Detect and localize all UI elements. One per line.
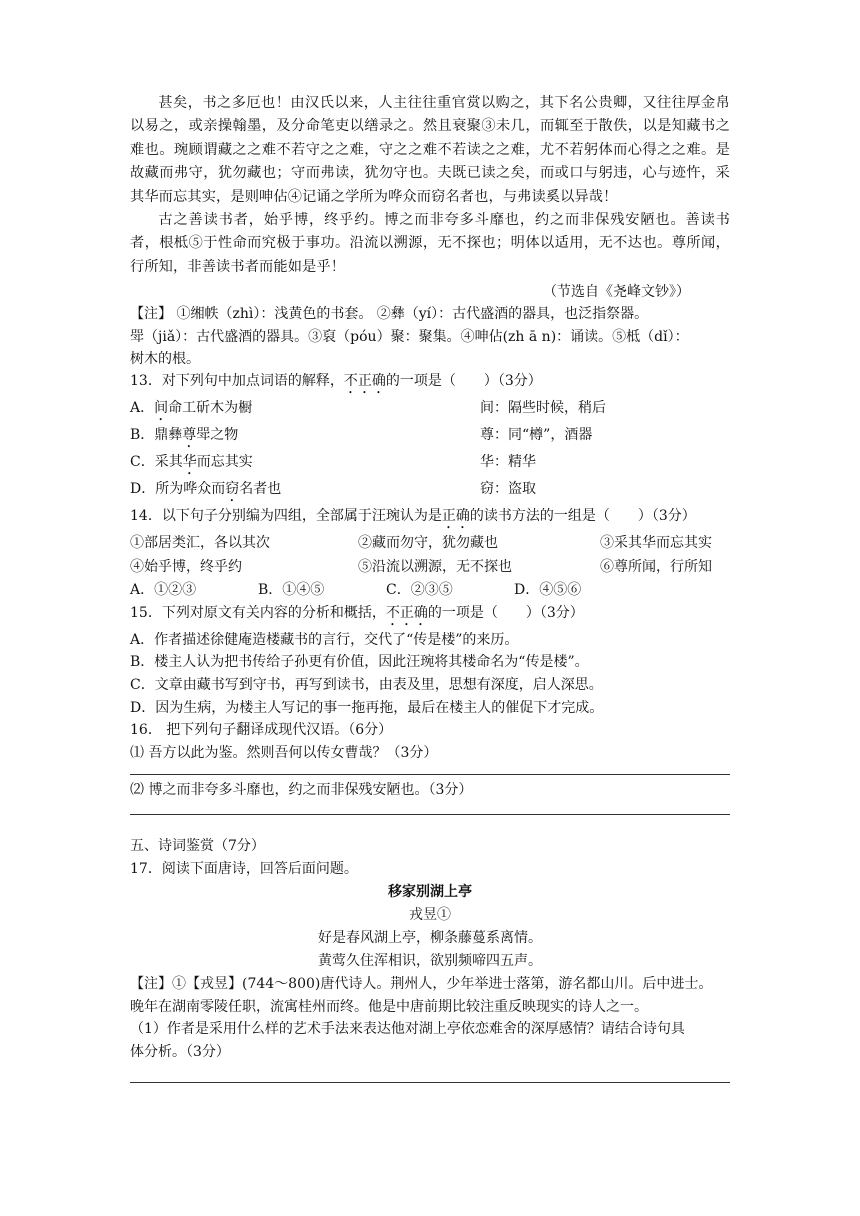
q15-option-d[interactable]: D．因为生病，为楼主人写记的事一拖再拖，最后在楼主人的催促下才完成。 (130, 699, 604, 716)
q15-option-c[interactable]: C．文章由藏书写到守书，再写到读书，由表及里，思想有深度，启人深思。 (130, 677, 603, 694)
q13-a-dot: 间 (154, 400, 169, 417)
q13-d-post: 名者也 (239, 481, 282, 498)
question-13-stem (130, 370, 730, 397)
q13-b-pre: B．鼎彝 (130, 427, 183, 444)
q13-b-dot: 尊 (182, 427, 197, 444)
q13-stem-emphasis: 不正确 (343, 373, 386, 390)
q14-item-1: ①部居类汇，各以其次 (130, 535, 270, 552)
q16-sentence-1: ⑴ 吾方以此为鉴。然则吾何以传女曹哉？（3分） (130, 744, 438, 761)
poem-title: 移家别湖上亭 (388, 884, 472, 901)
q13-a-post: 命工斫木为橱 (168, 400, 253, 417)
q14-item-4: ④始乎博，终乎约 (130, 558, 242, 575)
q13-c-dot: 华 (182, 454, 197, 471)
question-15-stem (130, 602, 730, 629)
q13-option-a[interactable] (130, 397, 730, 424)
q16-answer-line-2[interactable] (130, 802, 730, 815)
q14-answer-b[interactable]: B．①④⑤ (258, 582, 325, 599)
q16-answer-line-1[interactable] (130, 764, 730, 775)
q15-stem-emphasis: 不正确 (385, 604, 428, 621)
q15-option-a[interactable]: A．作者描述徐健庵造楼藏书的言行，交代了“传是楼”的来历。 (130, 631, 519, 648)
q13-stem-post: 的一项是（ ）（3分） (385, 373, 542, 390)
question-16-stem: 16． 把下列句子翻译成现代汉语。（6分） (130, 722, 393, 739)
section-5-heading: 五、诗词鉴赏（7分） (130, 838, 265, 855)
q13-d-dot: 窃 (225, 481, 240, 498)
q14-stem-pre: 14．以下句子分别编为四组，全部属于汪琬认为是 (130, 508, 442, 525)
question-14-stem (130, 505, 730, 532)
q13-c-pre: C．采其 (130, 454, 183, 471)
q13-option-c[interactable] (130, 451, 730, 478)
q14-item-3: ③采其华而忘其实 (600, 535, 712, 552)
q14-answer-d[interactable]: D．④⑤⑥ (514, 582, 582, 599)
q14-answer-a[interactable]: A．①②③ (130, 582, 197, 599)
poem-line-2: 黄莺久住浑相识，欲别频啼四五声。 (318, 953, 542, 970)
q13-stem-pre: 13．对下列句中加点词语的解释， (130, 373, 344, 390)
question-17-stem: 17．阅读下面唐诗，回答后面问题。 (130, 860, 358, 877)
q13-c-gloss: 华：精华 (480, 454, 536, 471)
q14-items-row-1 (130, 532, 730, 555)
notes-line-2: 斝（jiǎ）：古代盛酒的器具。③裒（póu）聚：聚集。④呻佔(zh ā n)：诵读。⑤柢（dǐ）： (130, 328, 689, 345)
q13-b-gloss: 尊：同“樽”，酒器 (480, 427, 593, 444)
q16-sentence-2: ⑵ 博之而非夸多斗靡也，约之而非保残安陋也。（3分） (130, 782, 473, 799)
q14-stem-emphasis: 正确 (441, 508, 470, 525)
q15-stem-post: 的一项是（ ）（3分） (427, 604, 584, 621)
q13-d-gloss: 窃：盗取 (480, 481, 536, 498)
q14-stem-post: 的读书方法的一组是（ ）（3分） (469, 508, 696, 525)
q14-item-5: ⑤沿流以溯源，无不探也 (358, 558, 512, 575)
q17-answer-line[interactable] (130, 1064, 730, 1083)
passage-source: （节选自《尧峰文钞》） (543, 284, 690, 301)
q14-answer-c[interactable]: C．②③⑤ (386, 582, 453, 599)
q17-subquestion-1-line-2: 体分析。（3分） (130, 1044, 230, 1060)
poem-author: 戎昱① (409, 907, 451, 924)
q17-note-line-2: 晚年在湖南零陵任职，流寓桂州而终。他是中唐前期比较注重反映现实的诗人之一。 (130, 998, 648, 1015)
q14-answers (130, 579, 730, 602)
q14-item-2: ②藏而勿守，犹勿藏也 (358, 535, 498, 552)
q13-a-pre: A． (130, 400, 155, 417)
q13-a-gloss: 间：隔些时候，稍后 (480, 400, 606, 417)
q13-c-post: 而忘其实 (196, 454, 253, 471)
poem-line-1: 好是春风湖上亭，柳条藤蔓系离情。 (318, 930, 542, 947)
q14-items-row-2 (130, 556, 730, 579)
q15-stem-pre: 15．下列对原文有关内容的分析和概括， (130, 604, 386, 621)
q17-note-line-1: 【注】①【戎昱】(744～800)唐代诗人。荆州人，少年举进士落第，游名都山川。后中进士。 (130, 976, 713, 993)
q14-item-6: ⑥尊所闻，行所知 (600, 558, 712, 575)
passage-paragraph-1: 甚矣，书之多厄也！由汉氏以来，人主往往重官赏以购之，其下名公贵卿，又往往厚金帛以易之，或亲操翰墨，及分命笔吏以缮录之。然且衰聚③未几，而辄至于散佚，以是知藏书之难也。琬顾谓藏之之难不若守之之难，守之之难不若读之之难，尤不若躬体而心得之之难。是故藏而弗守，犹勿藏也；守而弗读，犹勿守也。夫既已读之矣，而或口与躬违，心与迹忤，采其华而忘其实，是则呻佔④记诵之学所为哗众而窃名者也，与弗读奚以异哉！ (130, 95, 730, 205)
q13-option-d[interactable] (130, 478, 730, 505)
q15-option-b[interactable]: B．楼主人认为把书传给子孙更有价值，因此汪琬将其楼命名为“传是楼”。 (130, 654, 589, 671)
passage-paragraph-2: 古之善读书者，始乎博，终乎约。博之而非夸多斗靡也，约之而非保残安陋也。善读书者，根柢⑤于性命而究极于事功。沿流以溯源，无不探也；明体以适用，无不达也。尊所闻，行所知，非善读书者而能如是乎！ (130, 212, 730, 275)
q13-option-b[interactable] (130, 424, 730, 451)
exam-page (130, 92, 730, 1083)
q13-b-post: 斝之物 (196, 427, 239, 444)
q13-d-pre: D．所为哗众而 (130, 481, 226, 498)
notes-line-1: 【注】 ①缃帙（zhì）：浅黄色的书套。 ②彝（yí）：古代盛酒的器具，也泛指祭器。 (130, 306, 649, 323)
notes-line-3: 树木的根。 (130, 351, 200, 368)
q17-subquestion-1-line-1: （1）作者是采用什么样的艺术手法来表达他对湖上亭依恋难舍的深厚感情？请结合诗句具 (130, 1021, 685, 1038)
